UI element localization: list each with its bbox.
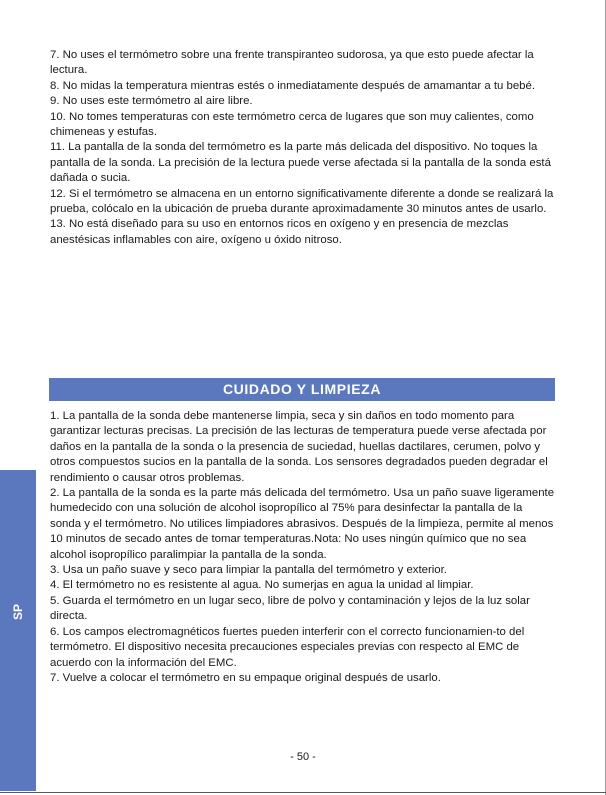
list-item: 7. No uses el termómetro sobre una frente transpiranteo sudorosa, ya que esto puede afectar la lectura. — [50, 49, 534, 77]
precautions-list — [50, 48, 555, 248]
list-item: 7. Vuelve a colocar el termómetro en su empaque original después de usarlo. — [50, 671, 441, 684]
list-item: 6. Los campos electromagnéticos fuertes pueden interferir con el correcto funcionamien-to del termómetro. El dispositivo necesita precauciones especiales previas con respecto al EMC de acuerdo con la información del EMC. — [50, 625, 525, 669]
list-item: 1. La pantalla de la sonda debe mantenerse limpia, seca y sin daños en todo momento para garantizar lecturas precisas. La precisión de las lecturas de temperatura puede verse afectada por daños en la pantalla de la sonda o la presencia de suciedad, huellas dactilares, cerumen, polvo y otros compuestos sucios en la pantalla de la sonda. Los sensores degradados pueden degradar el rendimiento o causar otros problemas. — [50, 410, 548, 484]
list-item: 2. La pantalla de la sonda es la parte más delicada del termómetro. Usa un paño suave ligeramente humedecido con una solución de alcohol isopropílico al 75% para desinfectar la pantalla de la sonda y el termómetro. No utilices limpiadores abrasivos. Después de la limpieza, permite al menos 10 minutos de secado antes de tomar temperaturas.Nota: No uses ningún químico que no sea alcohol isopropílico paralimpiar la pantalla de la sonda. — [50, 487, 555, 561]
list-item: 5. Guarda el termómetro en un lugar seco, libre de polvo y contaminación y lejos de la luz solar directa. — [50, 594, 530, 623]
list-item: 9. No uses este termómetro al aire libre. — [50, 95, 253, 108]
list-item: 13. No está diseñado para su uso en entornos ricos en oxígeno y en presencia de mezclas anestésicas inflamables con aire, oxígeno u óxido nitroso. — [50, 218, 509, 246]
list-item: 4. El termómetro no es resistente al agua. No sumerjas en agua la unidad al limpiar. — [50, 579, 474, 592]
page-edge-bottom — [0, 792, 606, 793]
language-side-tab — [0, 470, 36, 791]
list-item: 10. No tomes temperaturas con este termómetro cerca de lugares que son muy calientes, como chimeneas y estufas. — [50, 110, 534, 139]
list-item: 11. La pantalla de la sonda del termómetro es la parte más delicada del dispositivo. No toques la pantalla de la sonda. La precisión de la lectura puede verse afectada si la pantalla de la sonda está dañada o sucia. — [50, 141, 551, 185]
list-item: 8. No midas la temperatura mientras estés o inmediatamente después de amamantar a tu bebé. — [50, 79, 535, 92]
section-heading: CUIDADO Y LIMPIEZA — [49, 378, 555, 401]
list-item: 3. Usa un paño suave y seco para limpiar la pantalla del termómetro y exterior. — [50, 564, 447, 577]
list-item: 12. Si el termómetro se almacena en un entorno significativamente diferente a donde se realizará la prueba, colócalo en la ubicación de prueba durante aproximadamente 30 minutos antes de usarlo. — [50, 187, 554, 216]
page-number: - 50 - — [290, 751, 316, 763]
language-tab-label: SP — [11, 604, 25, 621]
care-cleaning-list — [50, 409, 555, 686]
